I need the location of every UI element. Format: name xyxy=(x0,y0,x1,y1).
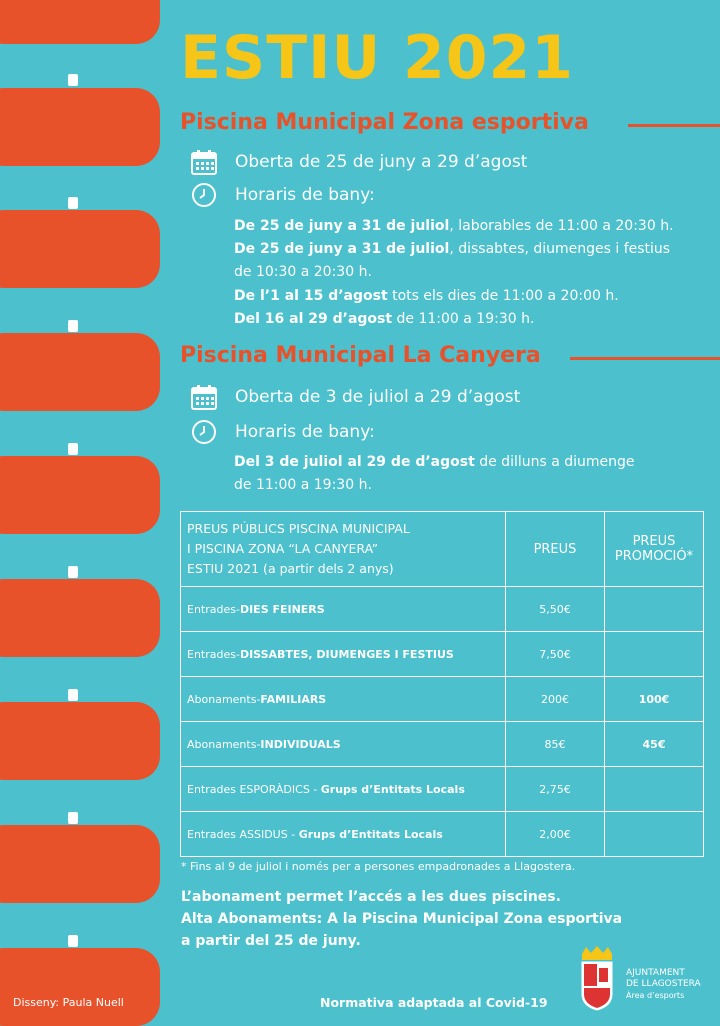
section1-open-text: Oberta de 25 de juny a 29 d’agost xyxy=(235,152,528,172)
design-credit: Disseny: Paula Nuell xyxy=(13,996,124,1009)
section1-line-3: de 10:30 a 20:30 h. xyxy=(234,264,372,280)
row-promo-price xyxy=(605,767,704,812)
section1-line-5: Del 16 al 29 d’agost de 11:00 a 19:30 h. xyxy=(234,311,535,327)
row-promo-price xyxy=(605,632,704,677)
row-promo-price xyxy=(605,812,704,857)
column-header-preus: PREUS xyxy=(506,512,605,587)
column-header-preus-promocio: PREUS PROMOCIÓ* xyxy=(605,512,704,587)
row-price: 5,50€ xyxy=(506,587,605,632)
table-row xyxy=(181,587,704,632)
row-concept: Entrades-DIES FEINERS xyxy=(181,587,506,632)
section2-open-row xyxy=(190,383,520,411)
section2-hours-row xyxy=(190,418,375,446)
row-concept: Entrades ASSIDUS - Grups d’Entitats Locals xyxy=(181,812,506,857)
row-concept: Entrades-DISSABTES, DIUMENGES I FESTIUS xyxy=(181,632,506,677)
row-price: 2,00€ xyxy=(506,812,605,857)
calendar-icon xyxy=(190,383,218,411)
table-row xyxy=(181,767,704,812)
table-row xyxy=(181,632,704,677)
section1-hours-row xyxy=(190,181,375,209)
table-row xyxy=(181,722,704,767)
table-row xyxy=(181,677,704,722)
section2-hours-label: Horaris de bany: xyxy=(235,422,375,442)
row-concept: Abonaments-FAMILIARS xyxy=(181,677,506,722)
section2-open-text: Oberta de 3 de juliol a 29 d’agost xyxy=(235,387,521,407)
section-la-canyera-title: Piscina Municipal La Canyera xyxy=(180,343,541,368)
crown-icon xyxy=(582,946,612,960)
clock-icon xyxy=(190,181,218,209)
section1-hours-label: Horaris de bany: xyxy=(235,185,375,205)
section1-open-row xyxy=(190,148,527,176)
row-concept: Abonaments-INDIVIDUALS xyxy=(181,722,506,767)
coat-of-arms-icon xyxy=(582,962,612,1010)
table-row xyxy=(181,812,704,857)
covid-note: Normativa adaptada al Covid-19 xyxy=(320,995,548,1010)
section-zona-esportiva-title: Piscina Municipal Zona esportiva xyxy=(180,110,589,135)
section2-line-2: de 11:00 a 19:30 h. xyxy=(234,477,372,493)
pool-lane-decoration xyxy=(0,0,160,1018)
divider xyxy=(570,357,720,360)
row-concept: Entrades ESPORÀDICS - Grups d’Entitats Locals xyxy=(181,767,506,812)
price-table xyxy=(180,511,704,857)
section1-line-2: De 25 de juny a 31 de juliol, dissabtes, diumenges i festius xyxy=(234,241,671,257)
divider xyxy=(628,124,720,127)
clock-icon xyxy=(190,418,218,446)
page-title: ESTIU 2021 xyxy=(180,23,575,93)
table-header-title: PREUS PÚBLICS PISCINA MUNICIPAL I PISCINA ZONA “LA CANYERA” ESTIU 2021 (a partir dels 2 anys) xyxy=(181,512,506,587)
section1-line-1: De 25 de juny a 31 de juliol, laborables de 11:00 a 20:30 h. xyxy=(234,218,674,234)
section2-line-1: Del 3 de juliol al 29 de d’agost de dilluns a diumenge xyxy=(234,454,635,470)
row-promo-price xyxy=(605,587,704,632)
row-promo-price: 100€ xyxy=(605,677,704,722)
section1-line-4: De l’1 al 15 d’agost tots els dies de 11:00 a 20:00 h. xyxy=(234,288,619,304)
footnote: * Fins al 9 de juliol i només per a persones empadronades a Llagostera. xyxy=(181,860,576,873)
row-price: 200€ xyxy=(506,677,605,722)
calendar-icon xyxy=(190,148,218,176)
logo-text: AJUNTAMENT DE LLAGOSTERA Àrea d’esports xyxy=(626,968,701,1000)
row-price: 85€ xyxy=(506,722,605,767)
abonament-info: L’abonament permet l’accés a les dues piscines. Alta Abonaments: A la Piscina Municipal Zona esportiva a partir del 25 de juny. xyxy=(181,889,623,949)
row-price: 7,50€ xyxy=(506,632,605,677)
row-promo-price: 45€ xyxy=(605,722,704,767)
table-header-row xyxy=(181,512,704,587)
row-price: 2,75€ xyxy=(506,767,605,812)
